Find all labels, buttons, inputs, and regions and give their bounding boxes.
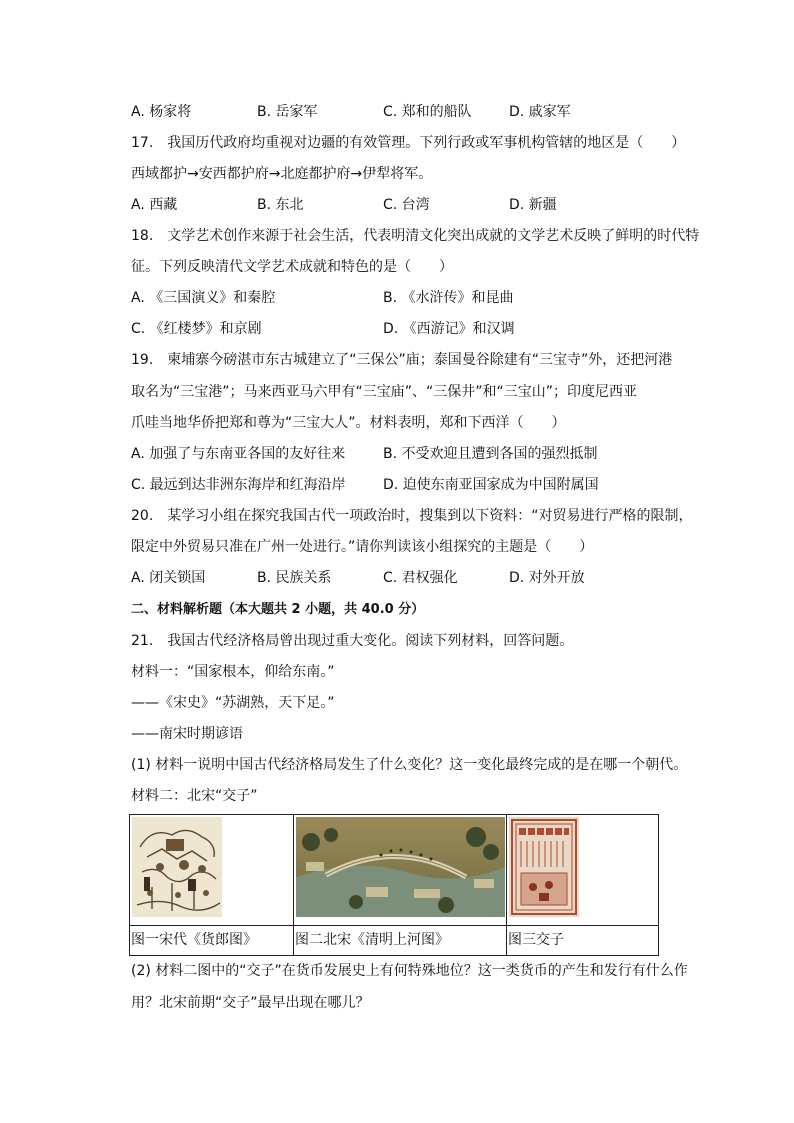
q20-option-c: C. 君权强化 <box>383 570 458 586</box>
q21-subquestion2-line2: 用？北宋前期“交子”最早出现在哪儿？ <box>131 995 370 1011</box>
q21-intro: 21. 我国古代经济格局曾出现过重大变化。阅读下列材料，回答问题。 <box>131 633 574 649</box>
qingming-painting-image <box>296 817 505 917</box>
q20-option-a: A. 闭关锁国 <box>131 570 206 586</box>
q19-stem-line2: 取名为“三宝港”；马来西亚马六甲有“三宝庙”、“三保井”和“三宝山”；印度尼西亚 <box>131 384 638 400</box>
q17-stem-line1: 17. 我国历代政府均重视对边疆的有效管理。下列行政或军事机构管辖的地区是（ ） <box>131 135 686 151</box>
q18-option-a: A. 《三国演义》和秦腔 <box>131 290 276 306</box>
q16-option-a: A. 杨家将 <box>131 104 192 120</box>
q18-option-c: C. 《红楼梦》和京剧 <box>131 321 262 337</box>
q20-stem-line2: 限定中外贸易只准在广州一处进行。”请你判读该小组探究的主题是（ ） <box>131 539 594 555</box>
q17-option-a: A. 西藏 <box>131 197 178 213</box>
q16-option-c: C. 郑和的船队 <box>383 104 472 120</box>
figure2-caption: 图二北宋《清明上河图》 <box>294 926 507 956</box>
q21-subquestion2-line1: (2) 材料二图中的“交子”在货币发展史上有何特殊地位？这一类货币的产生和发行有什么作 <box>131 963 688 979</box>
q18-option-b: B. 《水浒传》和昆曲 <box>383 290 514 306</box>
q19-option-c: C. 最远到达非洲东海岸和红海沿岸 <box>131 477 346 493</box>
q21-subquestion1: (1) 材料一说明中国古代经济格局发生了什么变化？这一变化最终完成的是在哪一个朝代。 <box>131 757 688 773</box>
q16-option-d: D. 戚家军 <box>509 104 571 120</box>
q20-option-d: D. 对外开放 <box>509 570 585 586</box>
jiaozi-note-image <box>509 817 579 917</box>
q17-stem-line2: 西域都护→安西都护府→北庭都护府→伊犁将军。 <box>131 166 433 182</box>
q19-option-d: D. 迫使东南亚国家成为中国附属国 <box>383 477 599 493</box>
q21-material1-proverb-source: ——南宋时期谚语 <box>131 726 243 742</box>
q17-option-c: C. 台湾 <box>383 197 430 213</box>
section-heading: 二、材料解析题（本大题共 2 小题，共 40.0 分） <box>131 602 425 617</box>
q21-material2: 材料二：北宋“交子” <box>131 788 258 804</box>
q18-stem-line2: 征。下列反映清代文学艺术成就和特色的是（ ） <box>131 259 453 275</box>
figure3-cell <box>507 815 659 926</box>
q19-stem-line3: 爪哇当地华侨把郑和尊为“三宝大人”。材料表明，郑和下西洋（ ） <box>131 415 566 431</box>
q21-material1: 材料一：“国家根本，仰给东南。” <box>131 664 335 680</box>
q16-option-b: B. 岳家军 <box>257 104 318 120</box>
figure3-caption: 图三交子 <box>507 926 659 956</box>
q20-stem-line1: 20. 某学习小组在探究我国古代一项政治时，搜集到以下资料：“对贸易进行严格的限制， <box>131 508 693 524</box>
q18-stem-line1: 18. 文学艺术创作来源于社会生活，代表明清文化突出成就的文学艺术反映了鲜明的时代特 <box>131 228 700 244</box>
figure2-cell <box>294 815 507 926</box>
q19-option-a: A. 加强了与东南亚各国的友好往来 <box>131 446 346 462</box>
q19-stem-line1: 19. 柬埔寨今磅湛市东古城建立了“三保公”庙；泰国曼谷除建有“三宝寺”外，还把河港 <box>131 352 673 368</box>
q21-material1-source: ——《宋史》“苏湖熟，天下足。” <box>131 695 335 711</box>
q17-option-b: B. 东北 <box>257 197 304 213</box>
q19-option-b: B. 不受欢迎且遭到各国的强烈抵制 <box>383 446 598 462</box>
q20-option-b: B. 民族关系 <box>257 570 332 586</box>
material2-figure-table <box>129 814 659 956</box>
figure1-cell <box>130 815 294 926</box>
huolang-painting-image <box>132 817 222 917</box>
q18-option-d: D. 《西游记》和汉调 <box>383 321 515 337</box>
figure1-caption: 图一宋代《货郎图》 <box>130 926 294 956</box>
q17-option-d: D. 新疆 <box>509 197 557 213</box>
